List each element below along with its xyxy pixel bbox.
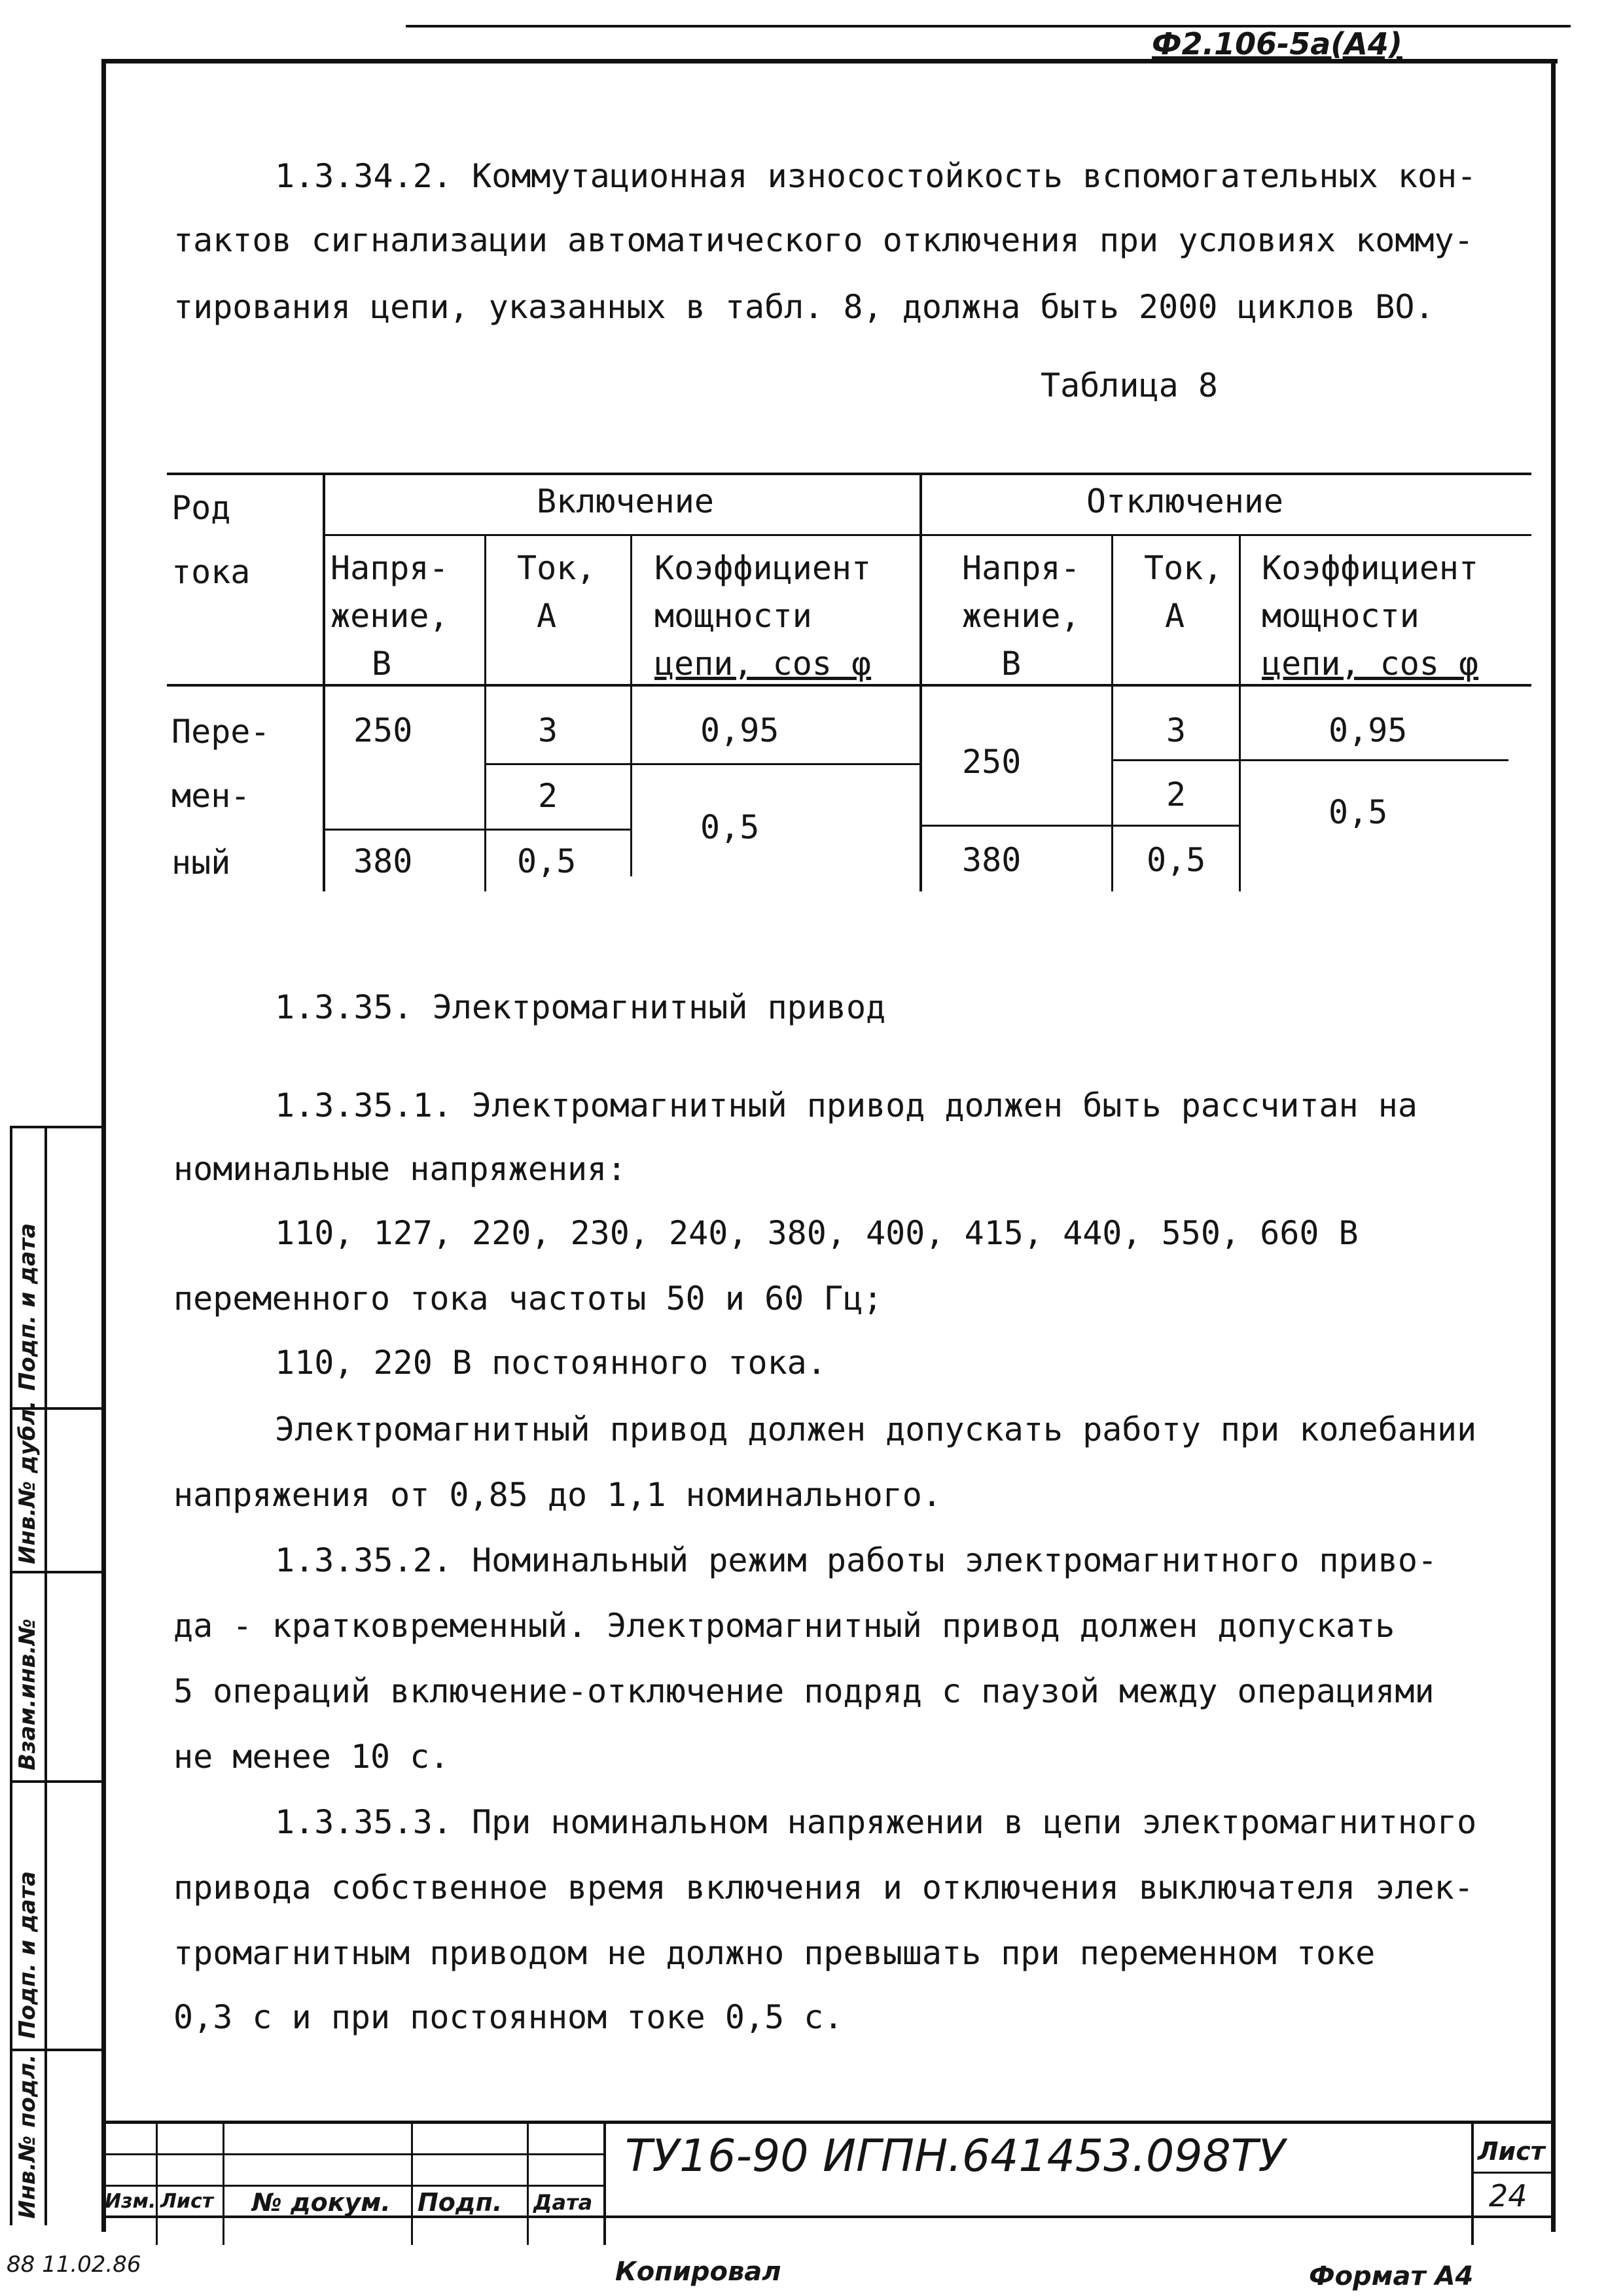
table-col-off-i xyxy=(1111,536,1113,891)
side-label-replace-inv: Взам.инв.№ xyxy=(14,1619,41,1770)
off-current-sep-1 xyxy=(1113,759,1508,761)
stamp-copied: Копировал xyxy=(615,2257,781,2287)
side-label-orig-inv: Инв.№ подл. xyxy=(14,2054,41,2219)
td-on-v1: 250 xyxy=(353,711,413,749)
th-group-on: Включение xyxy=(537,482,714,520)
stamp-sheet-number: 24 xyxy=(1489,2178,1527,2214)
th-group-off: Отключение xyxy=(1086,482,1284,520)
s2-line-2: номинальные напряжения: xyxy=(173,1150,627,1188)
side-label-dup-inv: Инв.№ дубл. xyxy=(14,1400,41,1564)
table-col-off-pf xyxy=(1239,536,1241,891)
td-kind-1: Пере- xyxy=(171,713,270,751)
stamp-format: Формат А4 xyxy=(1309,2261,1474,2291)
td-off-v1: 250 xyxy=(962,743,1022,781)
s2-line-5: 110, 220 В постоянного тока. xyxy=(275,1344,827,1382)
th-off-voltage-1: Напря- xyxy=(962,549,1080,587)
th-kind-1: Род xyxy=(171,489,231,527)
stamp-bottom-note: 88 11.02.86 xyxy=(7,2251,141,2278)
td-on-v2: 380 xyxy=(353,842,413,880)
stamp-row-2 xyxy=(101,2185,605,2187)
td-off-i1: 3 xyxy=(1166,711,1186,749)
s3-line-2: да - кратковременный. Электромагнитный привод должен допускать xyxy=(173,1607,1395,1645)
on-current-sep-1 xyxy=(484,763,919,765)
frame-right-border xyxy=(1551,59,1556,2232)
stamp-col-1 xyxy=(156,2121,158,2245)
table-top-line xyxy=(167,473,1531,475)
s1-title: 1.3.35. Электромагнитный привод xyxy=(275,988,886,1026)
table-col-kind xyxy=(323,473,325,891)
s2-line-3: 110, 127, 220, 230, 240, 380, 400, 415, 440, 550, 660 В xyxy=(275,1214,1359,1252)
side-strip-mid xyxy=(45,1126,47,2225)
off-sep-2 xyxy=(919,825,1240,827)
table-group-line xyxy=(324,534,1531,536)
stamp-top-line xyxy=(101,2121,1554,2124)
side-sep-4 xyxy=(10,2049,101,2051)
th-off-pf-3: цепи, cos φ xyxy=(1262,645,1479,683)
side-label-sign-date-2: Подп. и дата xyxy=(14,1871,41,2039)
on-sep-2 xyxy=(324,829,632,831)
s2-line-7: напряжения от 0,85 до 1,1 номинального. xyxy=(173,1476,942,1514)
td-off-pf2: 0,5 xyxy=(1329,793,1388,831)
th-on-voltage-3: В xyxy=(372,645,392,683)
s4-line-4: 0,3 с и при постоянном токе 0,5 с. xyxy=(173,1998,844,2036)
s3-line-1: 1.3.35.2. Номинальный режим работы электромагнитного приво- xyxy=(275,1541,1438,1579)
td-on-i2: 2 xyxy=(538,777,558,815)
th-on-pf-2: мощности xyxy=(654,597,812,635)
s3-line-3: 5 операций включение-отключение подряд с паузой между операциями xyxy=(173,1672,1435,1710)
stamp-col-change: Изм. xyxy=(105,2190,156,2213)
side-sep-3 xyxy=(10,1780,101,1783)
s2-line-1: 1.3.35.1. Электромагнитный привод должен быть рассчитан на xyxy=(275,1086,1418,1124)
p1-line-2: тактов сигнализации автоматического отключения при условиях комму- xyxy=(173,221,1474,259)
s2-line-6: Электромагнитный привод должен допускать работу при колебании xyxy=(275,1410,1477,1448)
td-on-pf1: 0,95 xyxy=(700,711,779,749)
s4-line-2: привода собственное время включения и отключения выключателя элек- xyxy=(173,1869,1474,1907)
stamp-col-6 xyxy=(1471,2121,1474,2245)
side-label-sign-date-1: Подп. и дата xyxy=(14,1223,41,1391)
table-col-on-pf xyxy=(630,536,632,876)
stamp-col-sign: Подп. xyxy=(418,2188,503,2217)
td-off-i2: 2 xyxy=(1166,776,1186,814)
table-col-on-i xyxy=(484,536,486,891)
td-off-pf1: 0,95 xyxy=(1329,711,1408,749)
th-on-voltage-1: Напря- xyxy=(330,549,449,587)
stamp-col-4 xyxy=(527,2121,529,2245)
th-off-current-2: А xyxy=(1165,597,1185,635)
s2-line-4: переменного тока частоты 50 и 60 Гц; xyxy=(173,1280,883,1318)
td-kind-3: ный xyxy=(171,844,231,882)
stamp-sheet-sep xyxy=(1472,2172,1554,2174)
p1-line-3: тирования цепи, указанных в табл. 8, должна быть 2000 циклов ВО. xyxy=(173,288,1435,326)
th-on-pf-1: Коэффициент xyxy=(654,549,872,587)
side-sep-2 xyxy=(10,1571,101,1573)
th-off-current-1: Ток, xyxy=(1144,549,1223,587)
th-on-voltage-2: жение, xyxy=(330,597,449,635)
form-code: Ф2.106-5а(А4) xyxy=(1152,26,1402,62)
stamp-doc-code: ТУ16-90 ИГПН.641453.098ТУ xyxy=(625,2130,1285,2182)
stamp-col-docnum: № докум. xyxy=(252,2188,391,2217)
s4-line-1: 1.3.35.3. При номинальном напряжении в цепи электромагнитного xyxy=(275,1803,1477,1841)
stamp-col-2 xyxy=(223,2121,224,2245)
frame-left-border xyxy=(101,59,106,2232)
th-off-voltage-3: В xyxy=(1001,645,1022,683)
stamp-row-1 xyxy=(101,2153,605,2155)
table-caption: Таблица 8 xyxy=(1041,367,1218,404)
td-kind-2: мен- xyxy=(171,777,251,815)
td-off-v2: 380 xyxy=(962,841,1022,879)
td-on-i3: 0,5 xyxy=(517,842,577,880)
th-on-current-2: А xyxy=(537,597,557,635)
th-off-pf-1: Коэффициент xyxy=(1262,549,1479,587)
side-sep-0 xyxy=(10,1126,101,1128)
th-off-voltage-2: жение, xyxy=(962,597,1080,635)
s3-line-4: не менее 10 с. xyxy=(173,1738,450,1776)
stamp-col-5 xyxy=(603,2121,606,2245)
td-off-i3: 0,5 xyxy=(1147,841,1206,879)
stamp-col-date: Дата xyxy=(533,2190,593,2215)
p1-line-1: 1.3.34.2. Коммутационная износостойкость вспомогательных кон- xyxy=(275,157,1477,195)
table-col-off xyxy=(919,473,922,891)
s4-line-3: тромагнитным приводом не должно превышать при переменном токе xyxy=(173,1934,1376,1972)
th-off-pf-2: мощности xyxy=(1262,597,1419,635)
td-on-i1: 3 xyxy=(538,711,558,749)
th-kind-2: тока xyxy=(171,553,251,591)
stamp-sheet-label: Лист xyxy=(1478,2137,1545,2166)
td-on-pf2: 0,5 xyxy=(700,808,760,846)
th-on-pf-3: цепи, cos φ xyxy=(654,645,872,683)
stamp-col-3 xyxy=(411,2121,413,2245)
side-strip-left xyxy=(10,1126,12,2225)
stamp-col-sheet: Лист xyxy=(160,2190,214,2213)
th-on-current-1: Ток, xyxy=(517,549,596,587)
